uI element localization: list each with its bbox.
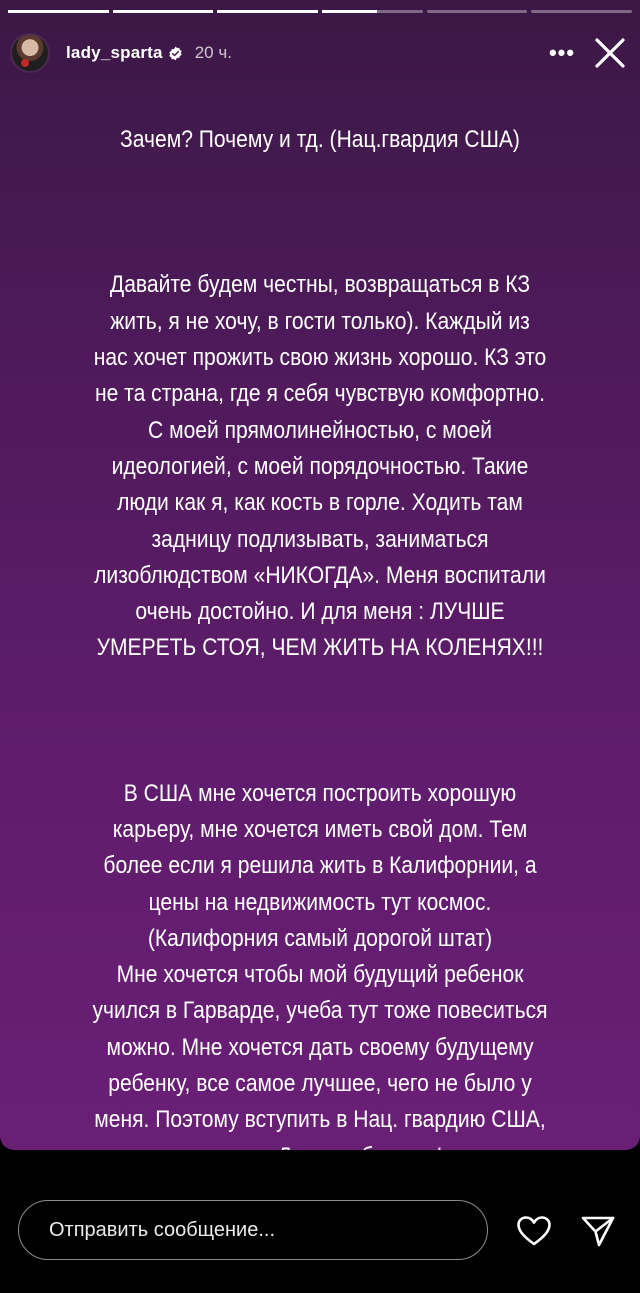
progress-segment — [427, 10, 528, 13]
send-icon — [580, 1214, 616, 1248]
more-options-button[interactable] — [544, 35, 580, 71]
story-paragraph: В США мне хочется построить хорошую карьеру, мне хочется иметь свой дом. Тем более если я решила жить в Калифорнии, а цены на недвижимость тут космос. (Калифорния самый дорогой штат) Мне хочется чтобы мой будущий ребенок учился в Гарварде, учеба тут тоже повеситься можно. Мне хочется дать своему будущему ребенку, все самое лучшее, чего не было у меня. Поэтому вступить в Нац. гвардию США, — [92, 779, 548, 1134]
reply-bar — [0, 1150, 640, 1293]
like-button[interactable] — [514, 1213, 554, 1249]
close-icon — [593, 36, 627, 70]
progress-segment — [113, 10, 214, 13]
progress-segment — [8, 10, 109, 13]
avatar[interactable] — [10, 33, 50, 73]
more-icon: ••• — [548, 40, 576, 65]
username[interactable]: lady_sparta — [66, 43, 163, 62]
story-paragraph: Давайте будем честны, возвращаться в КЗ жить, я не хочу, в гости только). Каждый из нас хочет прожить свою жизнь хорошо. КЗ это не та страна, где я себя чувствую комфортно. С моей прямолинейностью, с моей идеологией, с моей порядочностью. Такие люди как я, как кость в горле. Ходить там задницу подлизывать, заниматься лизоблюдством «НИКОГДА». Меня воспитали очень достойно. И для меня : ЛУЧШЕ УМЕРЕТЬ СТОЯ, ЧЕМ ЖИТЬ НА КОЛЕНЯХ!!! — [93, 271, 547, 662]
close-button[interactable] — [590, 33, 630, 73]
story-header — [10, 28, 630, 78]
story-text — [79, 86, 561, 1211]
message-input[interactable] — [18, 1200, 488, 1260]
progress-segment — [322, 10, 423, 13]
verified-badge-icon — [168, 46, 183, 61]
progress-segment — [531, 10, 632, 13]
send-button[interactable] — [578, 1213, 618, 1249]
progress-segment — [217, 10, 318, 13]
post-time: 20 ч. — [194, 43, 232, 62]
story-progress-bar — [8, 10, 632, 13]
story-paragraph: Зачем? Почему и тд. (Нац.гвардия США) — [120, 126, 520, 154]
message-placeholder: Отправить сообщение... — [49, 1218, 276, 1241]
heart-icon — [516, 1215, 552, 1247]
